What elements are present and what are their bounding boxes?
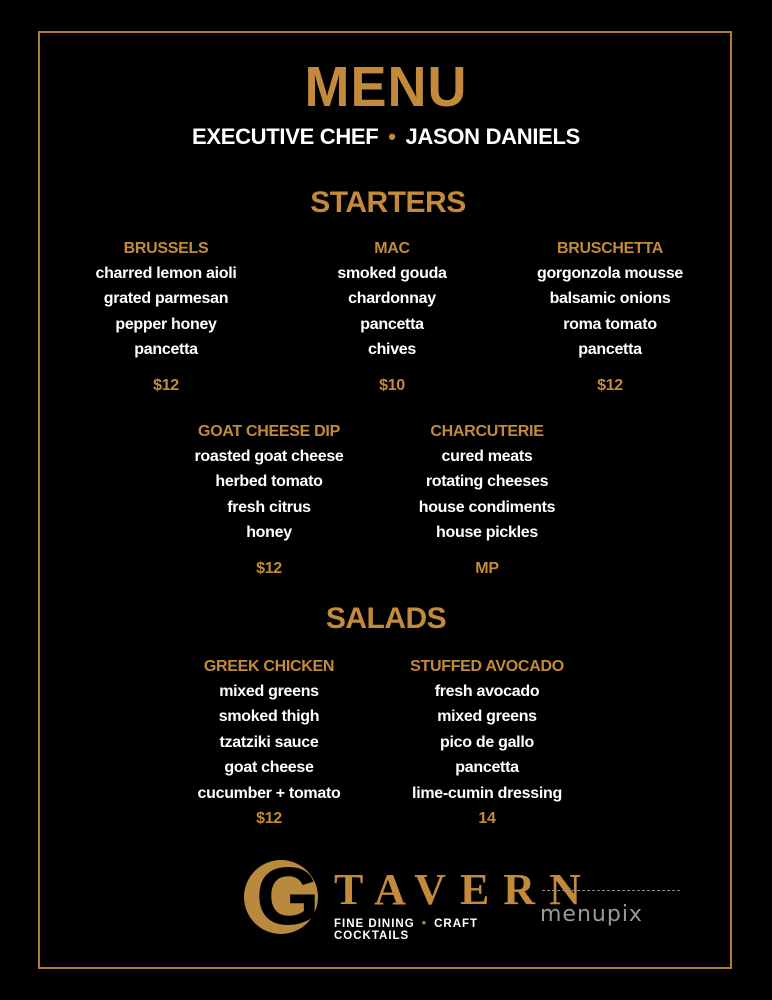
- item-ingredient: fresh avocado: [434, 683, 540, 700]
- item-ingredient: cucumber + tomato: [197, 784, 341, 802]
- item-ingredient: balsamic onions: [549, 290, 671, 308]
- item-ingredient: tzatziki sauce: [219, 733, 319, 751]
- item-ingredient: cured meats: [441, 448, 533, 465]
- item-ingredient: fresh citrus: [227, 498, 311, 516]
- item-price-goat-cheese-dip: $12: [256, 560, 282, 577]
- g-circle-logo-icon: [244, 860, 318, 934]
- item-ingredient: house condiments: [418, 498, 556, 516]
- item-ingredient: roma tomato: [563, 315, 657, 333]
- item-ingredient: mixed greens: [437, 708, 537, 726]
- item-name: BRUSCHETTA: [556, 240, 664, 257]
- section-title-salads: SALADS: [325, 602, 447, 635]
- item-ingredient: pancetta: [360, 315, 424, 333]
- menu-item-stuffed-avocado: [367, 654, 607, 831]
- chef-separator-dot: •: [388, 124, 396, 149]
- tagline-left: FINE DINING: [334, 918, 415, 930]
- item-ingredient: smoked thigh: [218, 708, 320, 726]
- item-ingredient: house pickles: [436, 524, 538, 542]
- item-ingredient: grated parmesan: [103, 290, 229, 308]
- tagline-separator: •: [421, 918, 427, 930]
- item-name: GOAT CHEESE DIP: [198, 423, 340, 440]
- menu-item-charcuterie: [367, 419, 607, 546]
- item-price-charcuterie: MP: [475, 560, 499, 577]
- menu-item-greek-chicken: [149, 654, 389, 831]
- item-ingredient: goat cheese: [224, 759, 314, 777]
- section-title-starters: STARTERS: [310, 186, 466, 219]
- item-price-mac: $10: [379, 377, 405, 394]
- item-ingredient: pepper honey: [115, 315, 217, 333]
- item-name: STUFFED AVOCADO: [410, 658, 564, 675]
- menu-item-goat-cheese-dip: [149, 419, 389, 546]
- item-price-bruschetta: $12: [597, 377, 623, 394]
- logo-letter: G: [256, 860, 318, 934]
- item-ingredient: gorgonzola mousse: [536, 265, 684, 282]
- item-ingredient: pico de gallo: [440, 733, 534, 751]
- logo-wordmark: TAVERN: [334, 865, 595, 914]
- item-name: GREEK CHICKEN: [203, 658, 335, 675]
- item-name: CHARCUTERIE: [430, 423, 544, 440]
- executive-chef-line: [192, 124, 580, 150]
- item-price-brussels: $12: [153, 377, 179, 394]
- item-ingredient: herbed tomato: [215, 473, 323, 491]
- item-ingredient: mixed greens: [219, 683, 319, 700]
- watermark-dashed-line: [542, 890, 680, 891]
- item-ingredient: chardonnay: [348, 290, 436, 308]
- item-ingredient: lime-cumin dressing: [412, 784, 562, 802]
- item-price-stuffed-avocado: 14: [478, 810, 496, 828]
- logo-tagline: [334, 918, 544, 942]
- item-price-greek-chicken: $12: [256, 810, 282, 828]
- item-ingredient: chives: [367, 341, 416, 359]
- item-ingredient: charred lemon aioli: [95, 265, 237, 282]
- chef-label: EXECUTIVE CHEF: [191, 124, 379, 149]
- menu-item-brussels: [46, 236, 286, 363]
- item-ingredient: smoked gouda: [337, 265, 447, 282]
- menu-title: MENU: [304, 55, 468, 119]
- menu-item-mac: [272, 236, 512, 363]
- watermark-text: menupix: [540, 902, 643, 927]
- item-ingredient: pancetta: [455, 759, 519, 777]
- item-ingredient: pancetta: [134, 341, 198, 359]
- item-name: BRUSSELS: [123, 240, 209, 257]
- tagline-right: CRAFT COCKTAILS: [334, 918, 479, 942]
- item-name: MAC: [374, 240, 410, 257]
- item-ingredient: rotating cheeses: [425, 473, 549, 491]
- item-ingredient: pancetta: [578, 341, 642, 359]
- menupix-watermark: [536, 888, 686, 944]
- menu-item-bruschetta: [490, 236, 730, 363]
- item-ingredient: roasted goat cheese: [194, 448, 344, 465]
- chef-name: JASON DANIELS: [405, 124, 581, 149]
- item-ingredient: honey: [246, 524, 292, 542]
